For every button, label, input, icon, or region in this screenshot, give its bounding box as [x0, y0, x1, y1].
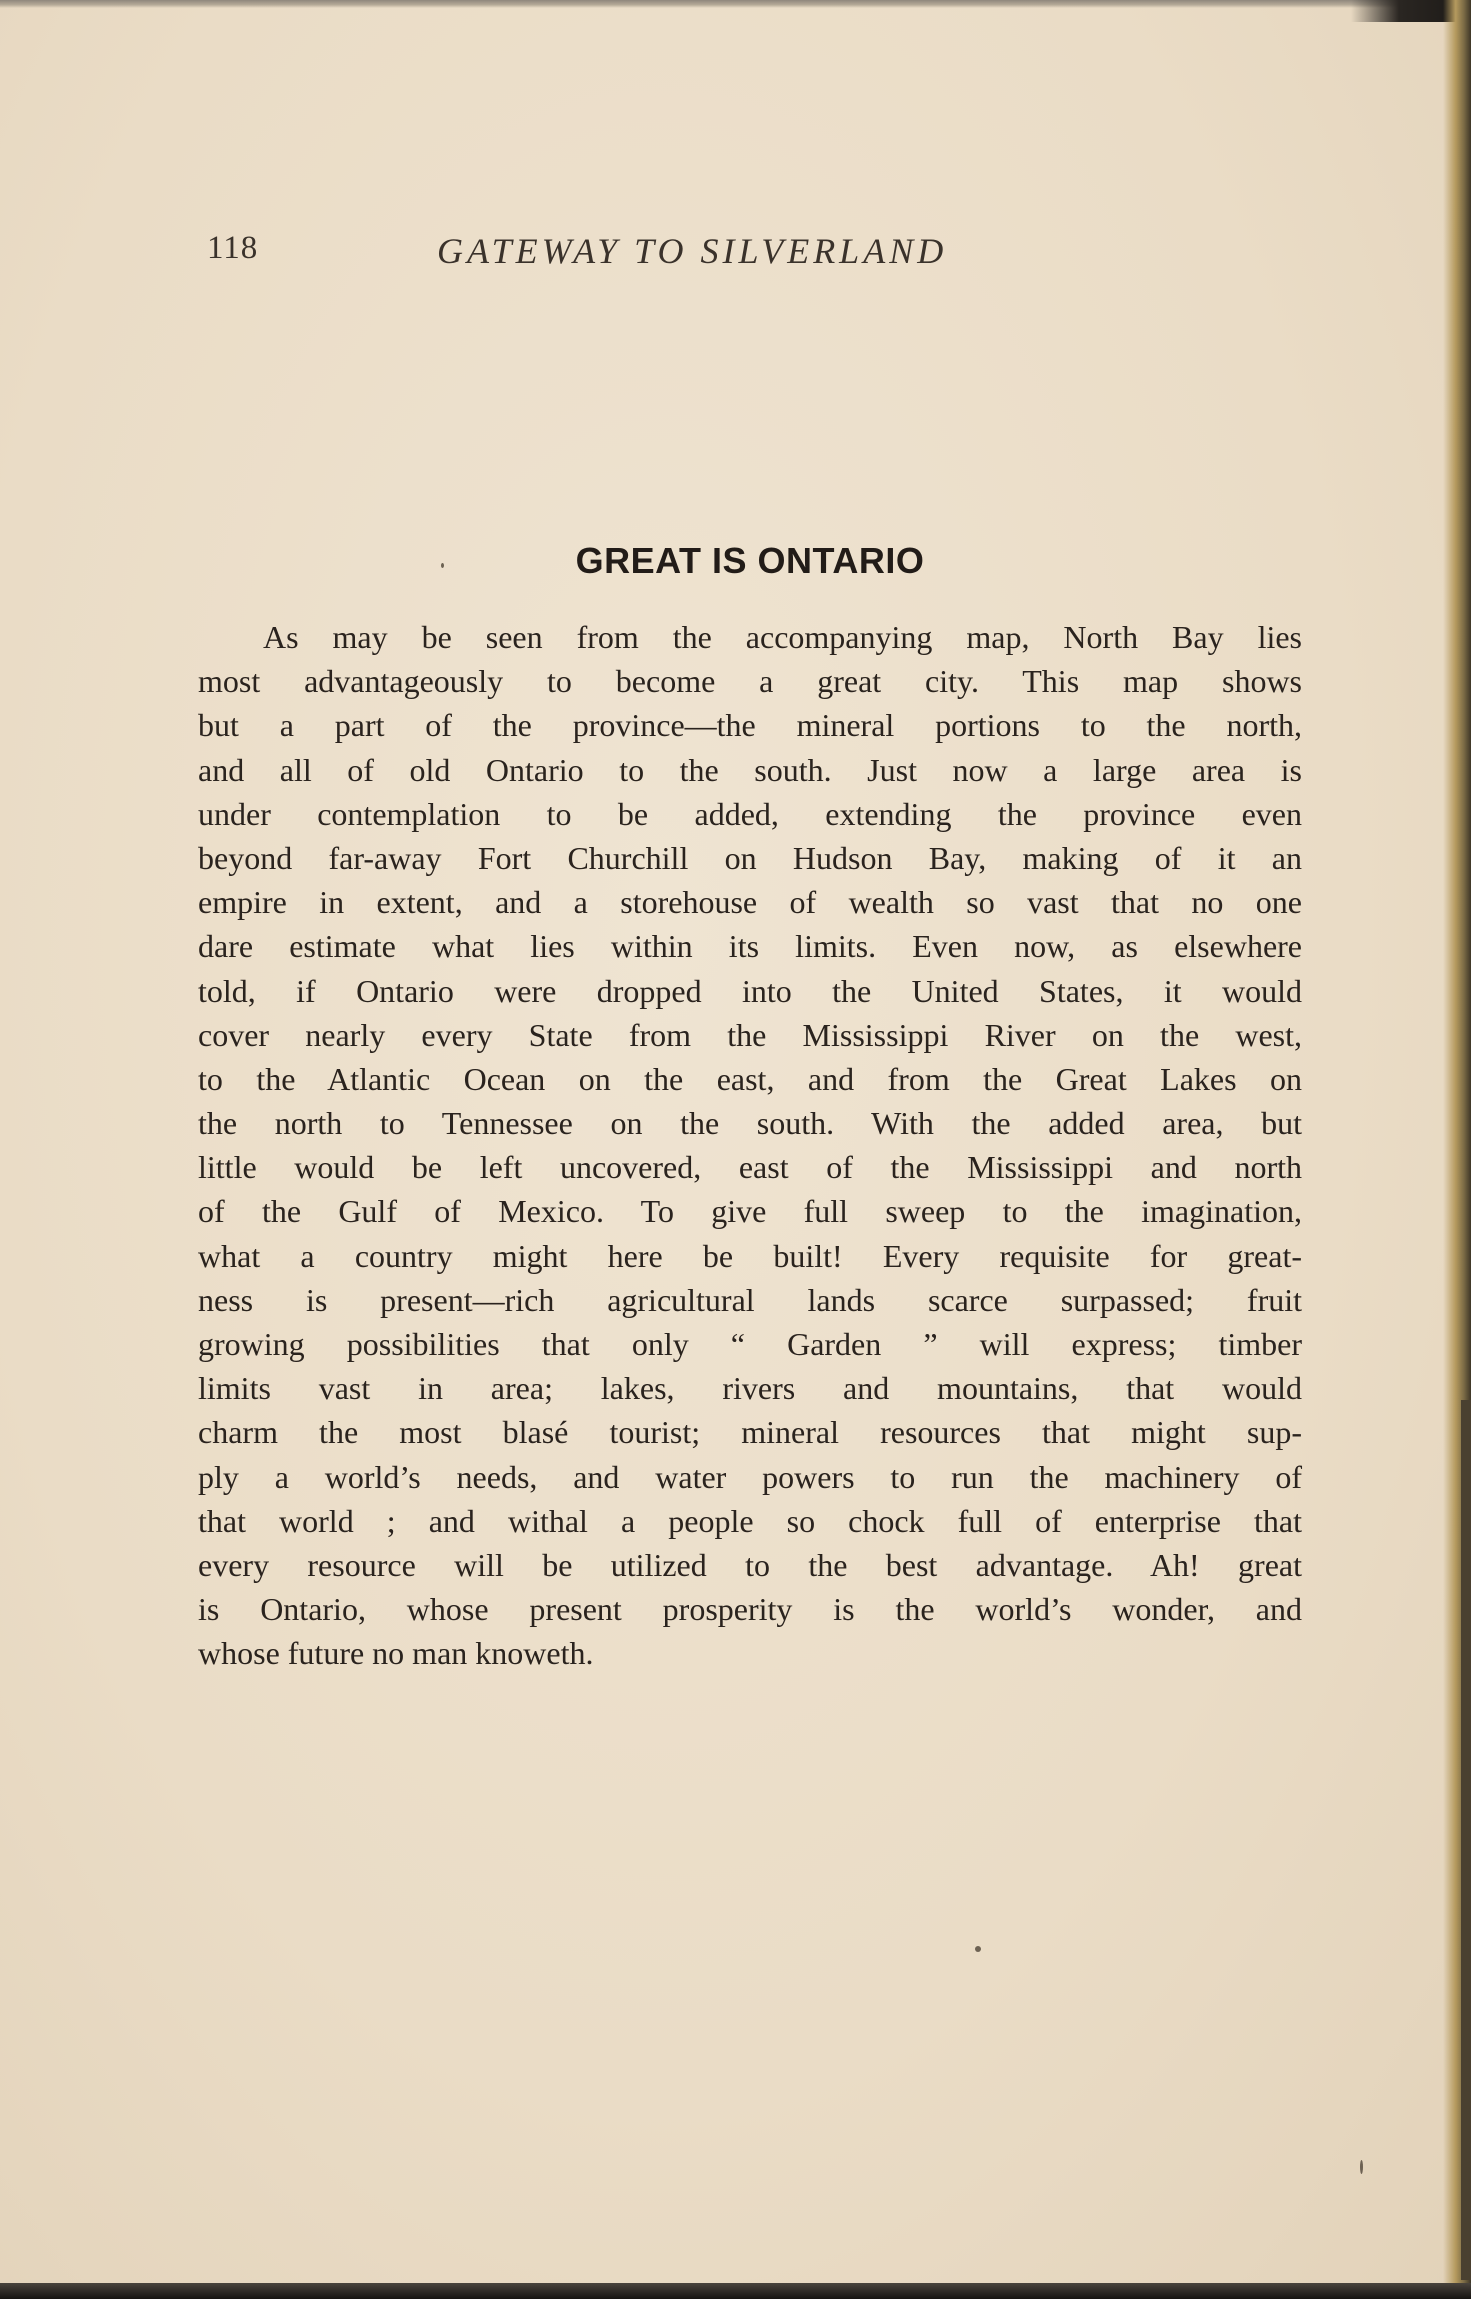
- running-title: GATEWAY TO SILVERLAND: [437, 231, 948, 271]
- text-line: dare estimate what lies within its limits. Even now, as elsewhere: [198, 928, 1302, 965]
- text-line: but a part of the province—the mineral portions to the north,: [198, 707, 1302, 744]
- text-line: growing possibilities that only “ Garden ” will express; timber: [198, 1326, 1302, 1362]
- text-line: whose future no man knoweth.: [198, 1635, 594, 1672]
- text-line: the north to Tennessee on the south. With the added area, but: [198, 1105, 1302, 1142]
- body-paragraph: [198, 615, 1302, 1676]
- text-line: ply a world’s needs, and water powers to run the machinery of: [198, 1458, 1302, 1495]
- text-line: little would be left uncovered, east of the Mississippi and north: [198, 1149, 1302, 1186]
- text-line: of the Gulf of Mexico. To give full sweep to the imagination,: [198, 1193, 1302, 1230]
- paper-speck: [1360, 2160, 1363, 2174]
- text-line: limits vast in area; lakes, rivers and mountains, that would: [198, 1370, 1302, 1407]
- text-line: and all of old Ontario to the south. Just now a large area is: [198, 751, 1302, 788]
- page-number: 118: [207, 230, 259, 266]
- text-line: under contemplation to be added, extending the province even: [198, 795, 1302, 832]
- text-line: most advantageously to become a great city. This map shows: [198, 663, 1302, 700]
- running-header: [207, 230, 1087, 280]
- text-line: beyond far-away Fort Churchill on Hudson Bay, making of it an: [198, 839, 1302, 876]
- text-line: what a country might here be built! Every requisite for great-: [198, 1237, 1302, 1274]
- text-line: is Ontario, whose present prosperity is the world’s wonder, and: [198, 1591, 1302, 1628]
- text-line: ness is present—rich agricultural lands scarce surpassed; fruit: [198, 1281, 1302, 1318]
- text-line: every resource will be utilized to the best advantage. Ah! great: [198, 1546, 1302, 1583]
- text-line: to the Atlantic Ocean on the east, and from the Great Lakes on: [198, 1060, 1302, 1097]
- section-heading: GREAT IS ONTARIO: [575, 540, 925, 581]
- binding-shadow: [1461, 1400, 1471, 2280]
- page-top-edge: [0, 0, 1471, 8]
- text-line: As may be seen from the accompanying map, North Bay lies: [263, 619, 1302, 655]
- text-line: cover nearly every State from the Mississippi River on the west,: [198, 1016, 1302, 1053]
- text-line: told, if Ontario were dropped into the United States, it would: [198, 972, 1302, 1009]
- text-line: empire in extent, and a storehouse of wealth so vast that no one: [198, 884, 1302, 921]
- text-line: charm the most blasé tourist; mineral resources that might sup-: [198, 1414, 1302, 1451]
- text-line: that world ; and withal a people so chock full of enterprise that: [198, 1502, 1302, 1539]
- paper-speck: [975, 1946, 981, 1952]
- page-bottom-edge: [0, 2283, 1471, 2299]
